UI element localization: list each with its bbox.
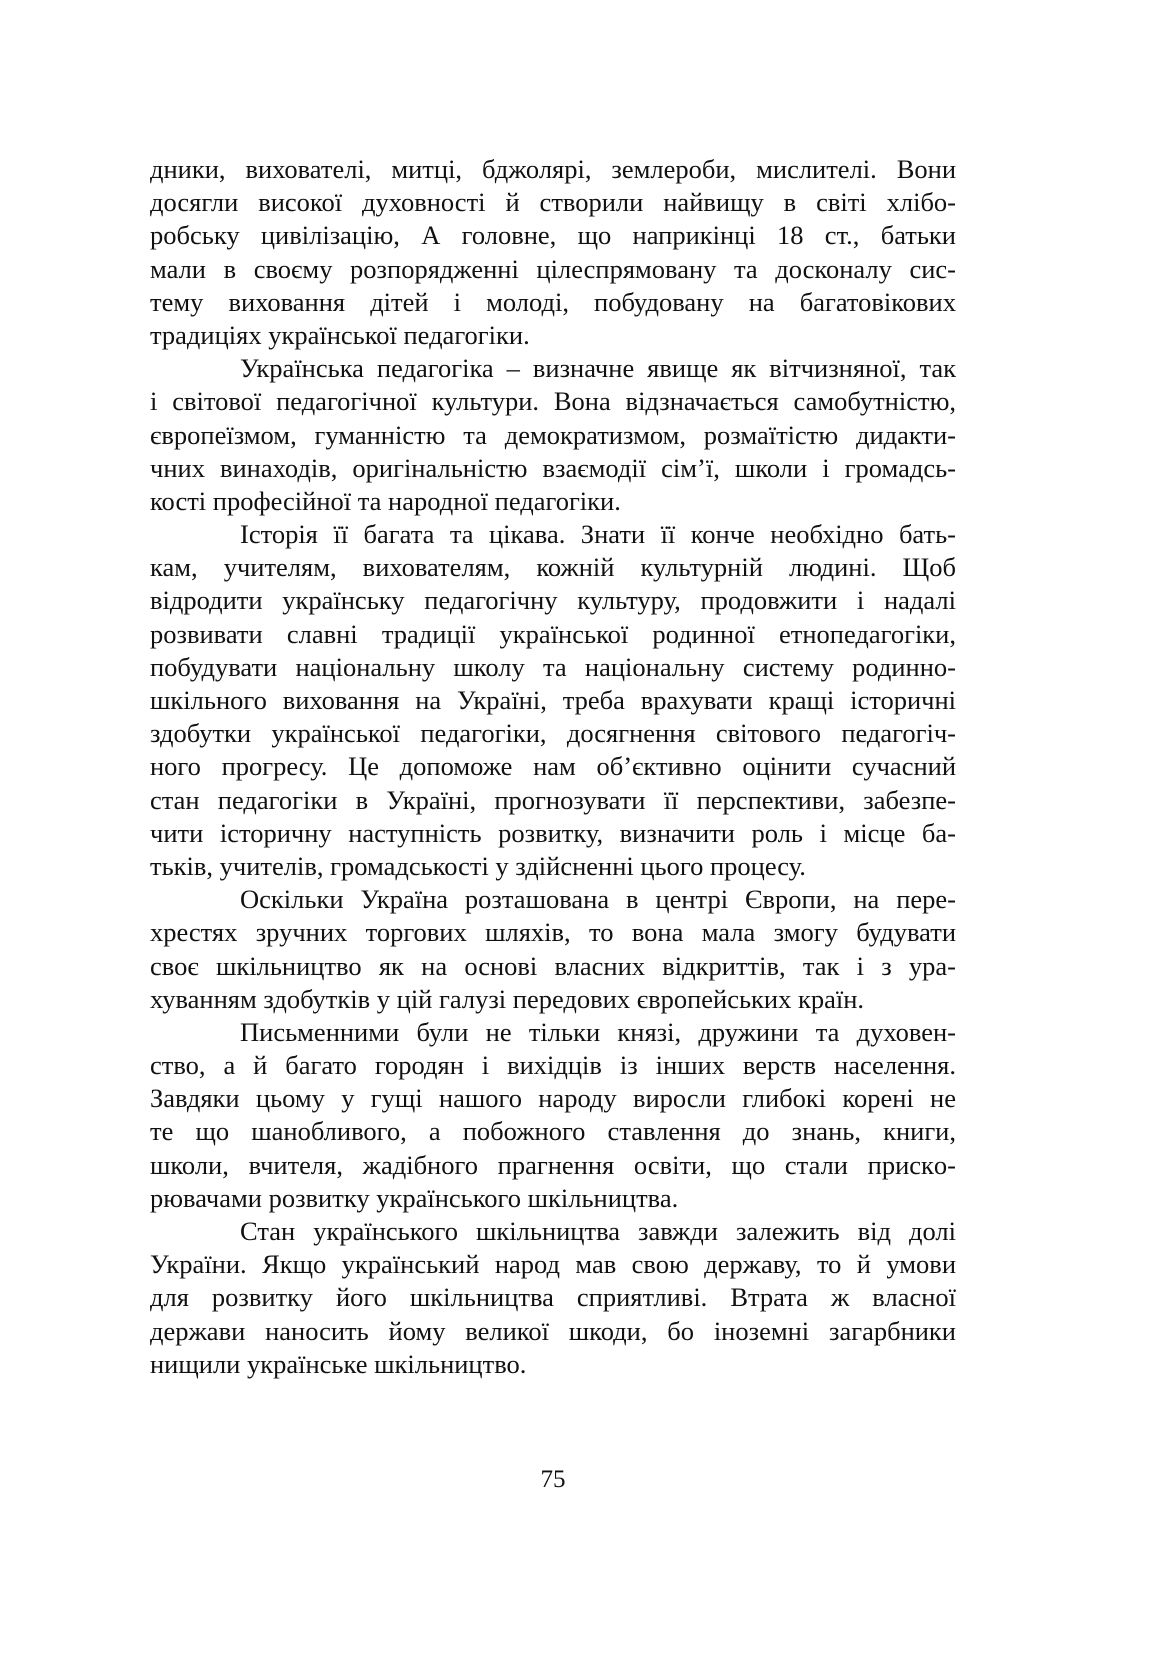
text-line: Стан українського шкільництва завжди залежить від долі: [240, 1216, 956, 1246]
text-line: робську цивілізацію, А головне, що наприкінці 18 ст., батьки: [150, 220, 956, 251]
text-line: європеїзмом, гуманністю та демократизмом, розмаїтістю дидакти-: [150, 419, 956, 450]
text-line: школи, вчителя, жадібного прагнення освіти, що стали прискo-: [150, 1149, 956, 1180]
paragraph: [150, 1215, 956, 1381]
text-line: ного прогресу. Це допоможе нам об’єктивно оцінити сучасний: [150, 751, 956, 782]
body-text: [150, 153, 956, 1381]
text-line: Історія її багата та цікава. Знати її конче необхідно бать-: [240, 519, 956, 550]
page-number: 75: [540, 1466, 566, 1493]
text-line: України. Якщо український народ мав свою державу, то й умови: [150, 1249, 956, 1280]
text-line: відродити українську педагогічну культуру, продовжити і надалі: [150, 585, 956, 616]
text-line: мали в своєму розпорядженні цілеспрямовану та досконалу сис-: [150, 253, 956, 284]
text-line: хуванням здобутків у цій галузі передових європейських країн.: [150, 983, 865, 1014]
text-line: Письменними були не тільки князі, дружини та духовен-: [240, 1016, 956, 1047]
text-line: для розвитку його шкільництва сприятливі. Втрата ж власної: [150, 1282, 956, 1313]
text-line: шкільного виховання на Україні, треба врахувати кращі історичні: [150, 685, 956, 715]
paragraph: [150, 153, 956, 352]
text-line: стан педагогіки в Україні, прогнозувати її перспективи, забезпе-: [150, 784, 956, 815]
text-line: досягли високої духовності й створили найвищу в світі хлібо-: [150, 187, 956, 218]
text-line: чних винаходів, оригінальністю взаємодії сім’ї, школи і громадсь-: [150, 452, 956, 483]
paragraph: [150, 352, 956, 518]
text-line: хрестях зручних торгових шляхів, то вона мала змогу будувати: [150, 917, 956, 948]
text-line: нищили українське шкільництво.: [150, 1348, 527, 1379]
text-line: те що шанобливого, а побожного ставлення до знань, книги,: [150, 1116, 956, 1147]
text-line: Українська педагогіка – визначне явище як вітчизняної, так: [240, 353, 956, 384]
paragraph: [150, 883, 956, 1016]
text-line: рювачами розвитку українського шкільництва.: [150, 1182, 679, 1213]
paragraph: [150, 518, 956, 883]
text-line: і світової педагогічної культури. Вона відзначається самобутністю,: [150, 386, 956, 417]
text-line: Завдяки цьому у гущі нашого народу виросли глибокі корені не: [150, 1083, 956, 1114]
text-line: ство, а й багато городян і вихідців із інших верств населення.: [150, 1050, 956, 1081]
text-line: Оскільки Україна розташована в центрі Європи, на пере-: [240, 884, 956, 915]
text-line: побудувати національну школу та національну систему родинно-: [150, 651, 956, 682]
text-line: держави наносить йому великої шкоди, бо іноземні загарбники: [150, 1315, 956, 1346]
text-line: тьків, учителів, громадськості у здійсненні цього процесу.: [150, 850, 806, 881]
text-line: чити історичну наступність розвитку, визначити роль і місце ба-: [150, 817, 956, 848]
text-line: кості професійної та народної педагогіки.: [150, 485, 621, 516]
paragraph: [150, 1016, 956, 1215]
text-line: кам, учителям, вихователям, кожній культурній людині. Щоб: [150, 552, 956, 583]
text-line: своє шкільництво як на основі власних відкриттів, так і з ура-: [150, 950, 956, 981]
text-line: дники, вихователі, митці, бджолярі, землероби, мислителі. Вони: [150, 154, 956, 184]
text-line: розвивати славні традиції української родинної етнопедагогіки,: [150, 618, 956, 649]
text-line: тему виховання дітей і молоді, побудовану на багатовікових: [150, 286, 956, 317]
text-line: здобутки української педагогіки, досягнення світового педагогіч-: [150, 718, 956, 749]
text-line: традиціях української педагогіки.: [150, 319, 530, 350]
